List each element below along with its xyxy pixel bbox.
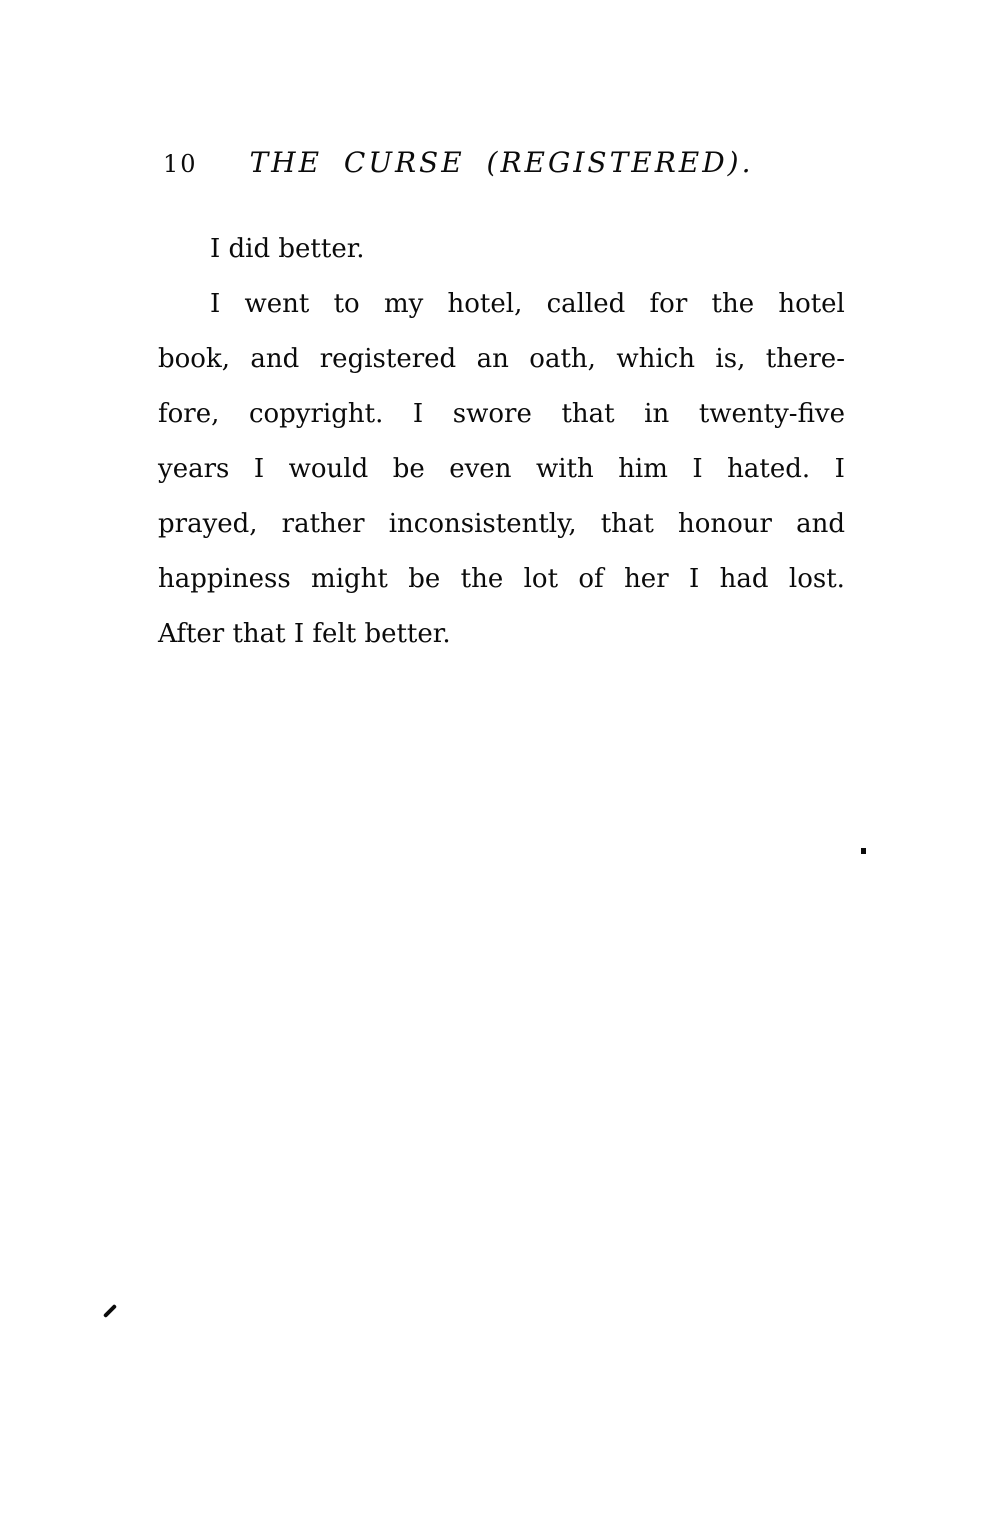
text-line: I went to my hotel, called for the hotel <box>210 289 845 319</box>
text-line: prayed, rather inconsistently, that honour and <box>158 509 845 539</box>
running-title: THE CURSE (REGISTERED). <box>249 146 754 179</box>
ink-speck <box>861 848 866 854</box>
text-line: years I would be even with him I hated. I <box>158 454 845 484</box>
text-line: happiness might be the lot of her I had lost. <box>158 564 845 594</box>
page-number: 10 <box>163 150 198 178</box>
text-line: After that I felt better. <box>158 619 451 649</box>
ink-speck <box>103 1304 117 1318</box>
text-block <box>158 222 845 662</box>
text-line: I did better. <box>210 234 365 264</box>
text-line: book, and registered an oath, which is, there- <box>158 344 845 374</box>
text-line: fore, copyright. I swore that in twenty-five <box>158 399 845 429</box>
